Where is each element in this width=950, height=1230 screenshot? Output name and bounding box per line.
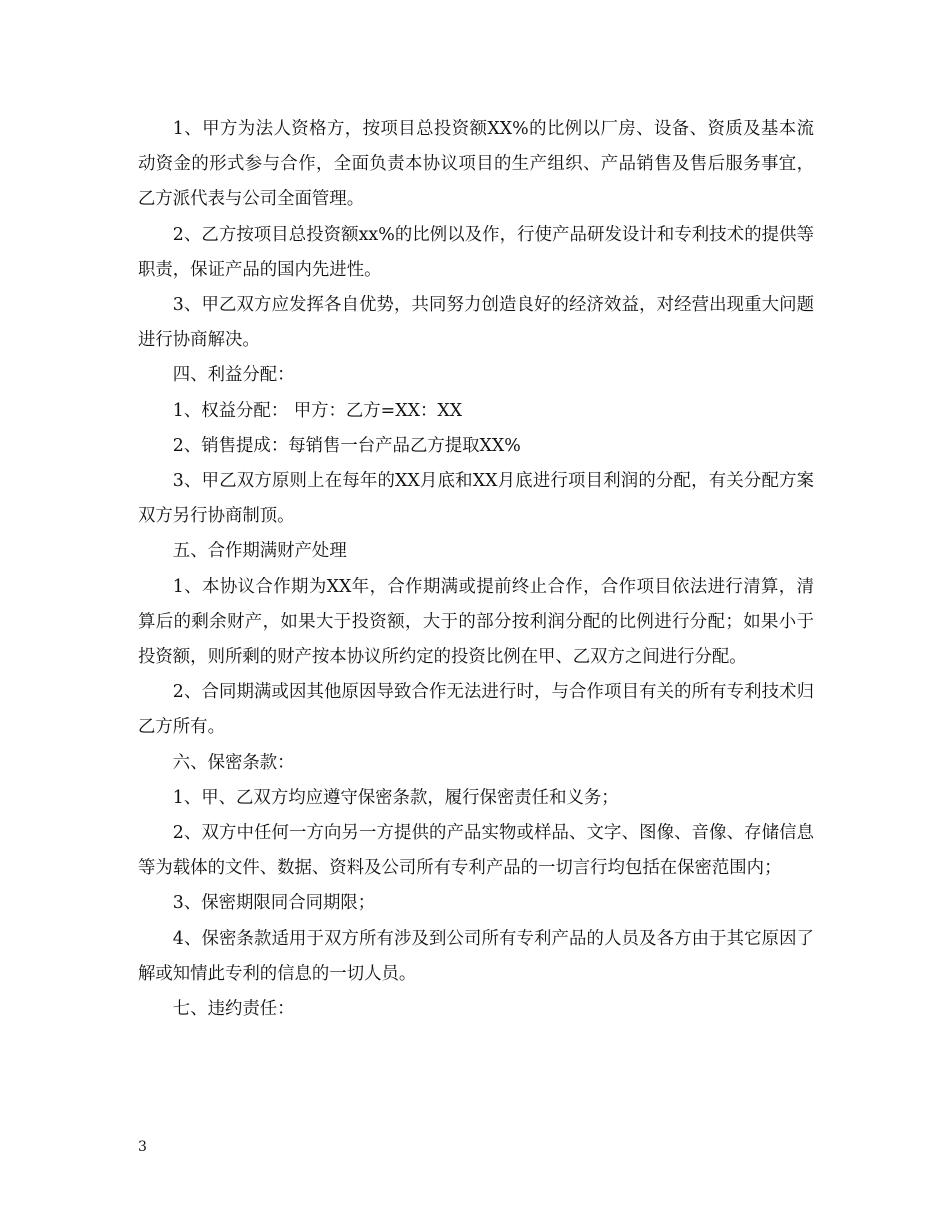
paragraph-patent-ownership: 2、合同期满或因其他原因导致合作无法进行时，与合作项目有关的所有专利技术归乙方所有。 [138,682,814,738]
paragraph-liquidation: 1、本协议合作期为XX年，合作期满或提前终止合作，合作项目依法进行清算，清算后的剩余财产，如果大于投资额，大于的部分按利润分配的比例进行分配；如果小于投资额，则所剩的财产按本协议所约定的投资比例在甲、乙双方之间进行分配。 [138,576,814,668]
paragraph-3: 3、甲乙双方应发挥各自优势，共同努力创造良好的经济效益，对经营出现重大问题进行协商解决。 [138,295,814,351]
paragraph-profit-allocation: 3、甲乙双方原则上在每年的XX月底和XX月底进行项目利润的分配，有关分配方案双方另行协商制顶。 [138,471,814,527]
paragraph-2: 2、乙方按项目总投资额xx%的比例以及作，行使产品研发设计和专利技术的提供等职责，保证产品的国内先进性。 [138,224,814,280]
section-heading-profit-distribution: 四、利益分配： [172,365,295,386]
paragraph-confidentiality-4: 4、保密条款适用于双方所有涉及到公司所有专利产品的人员及各方由于其它原因了解或知情此专利的信息的一切人员。 [138,928,814,984]
section-heading-confidentiality: 六、保密条款： [172,752,295,773]
paragraph-confidentiality-3: 3、保密期限同合同期限； [172,893,376,914]
paragraph-sales-commission: 2、销售提成：每销售一台产品乙方提取XX% [172,435,521,456]
document-body [138,112,814,1027]
paragraph-confidentiality-2: 2、双方中任何一方向另一方提供的产品实物或样品、文字、图像、音像、存储信息等为载体的文件、数据、资料及公司所有专利产品的一切言行均包括在保密范围内； [138,823,814,879]
paragraph-confidentiality-1: 1、甲、乙双方均应遵守保密条款，履行保密责任和义务； [172,787,619,808]
paragraph-equity-distribution: 1、权益分配： 甲方：乙方=XX：XX [172,400,463,421]
section-heading-breach-liability: 七、违约责任： [172,999,295,1020]
paragraph-1: 1、甲方为法人资格方，按项目总投资额XX%的比例以厂房、设备、资质及基本流动资金的形式参与合作，全面负责本协议项目的生产组织、产品销售及售后服务事宜，乙方派代表与公司全面管理。 [138,119,814,210]
page-number: 3 [138,1139,147,1155]
section-heading-property-handling: 五、合作期满财产处理 [172,541,347,562]
